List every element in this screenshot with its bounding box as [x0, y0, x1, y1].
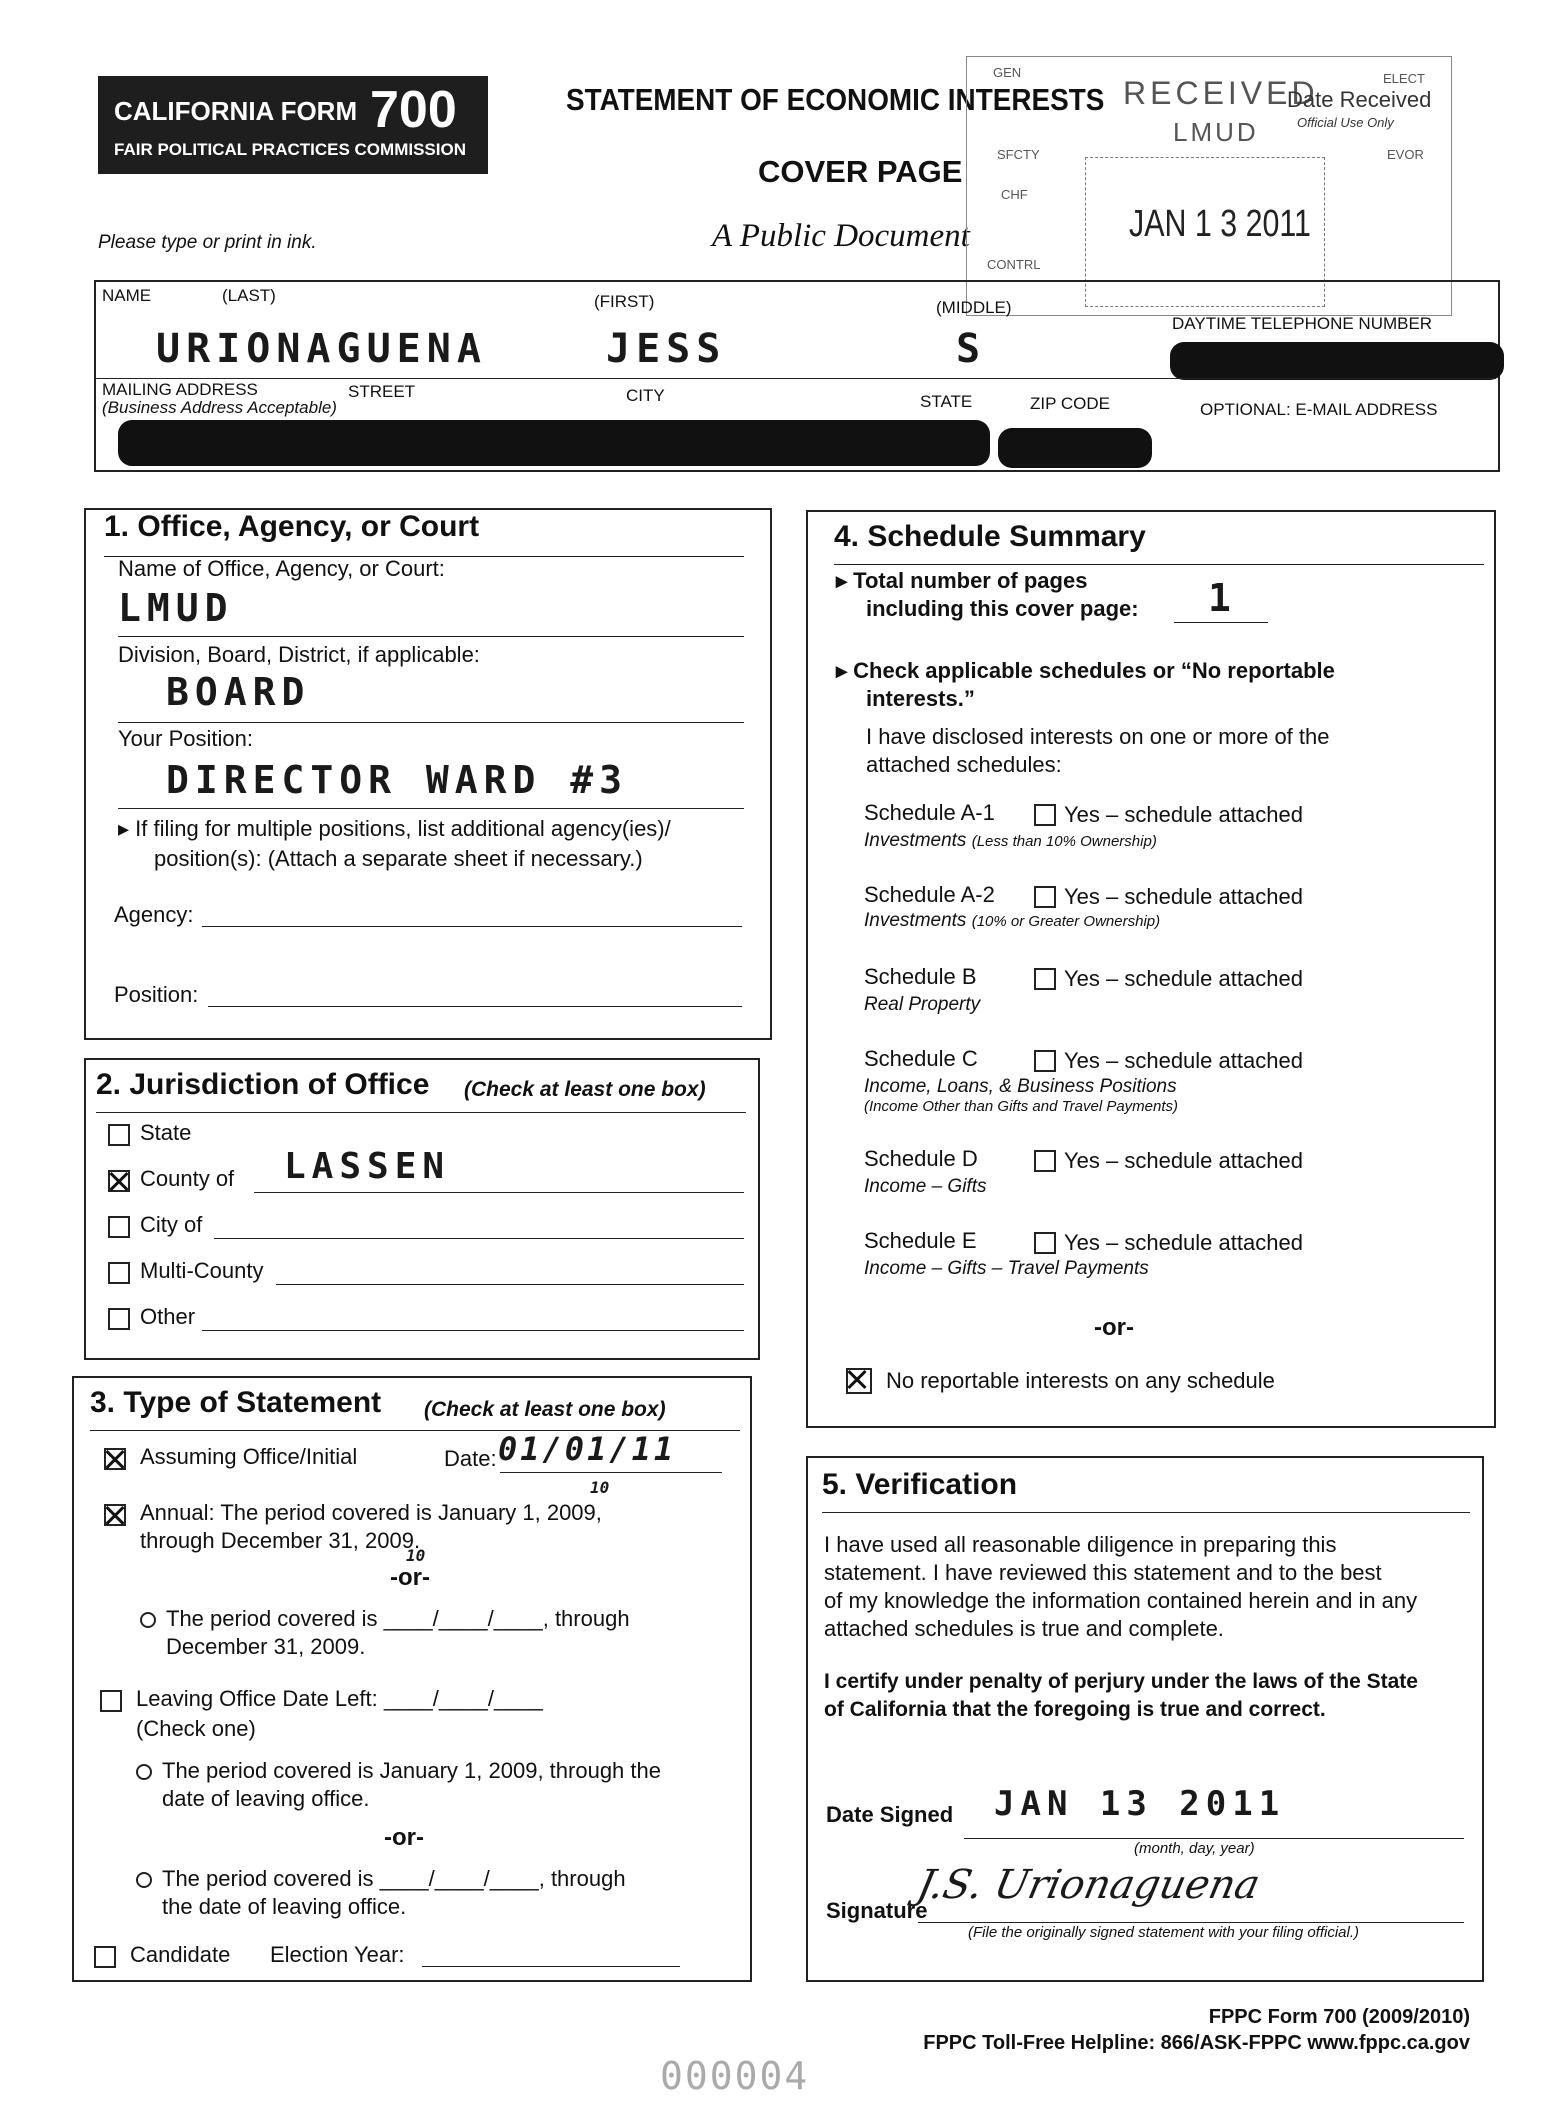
- multi-position-note: ▸ If filing for multiple positions, list additional agency(ies)/: [118, 816, 671, 841]
- disclosed-line2: attached schedules:: [866, 752, 1062, 777]
- section5-title-rule: [822, 1512, 1470, 1513]
- schedule-desc: [864, 910, 1160, 932]
- schedule-yes-label: Yes – schedule attached: [1064, 1048, 1303, 1073]
- schedule-yes-label: Yes – schedule attached: [1064, 1148, 1303, 1173]
- schedule-b-checkbox[interactable]: [1034, 968, 1056, 990]
- pages-value: 1: [1208, 576, 1237, 620]
- zip-redaction: [998, 428, 1152, 468]
- agency-label: Agency:: [114, 902, 194, 927]
- state-label: STATE: [920, 392, 973, 411]
- footer-form-number: FPPC Form 700 (2009/2010): [1208, 2006, 1470, 2028]
- stamp-tag-elect: ELECT: [1383, 71, 1425, 86]
- multi-county-label: Multi-County: [140, 1258, 264, 1283]
- schedule-yes-label: Yes – schedule attached: [1064, 802, 1303, 827]
- section2-title-rule: [96, 1112, 746, 1113]
- phone-label: DAYTIME TELEPHONE NUMBER: [1172, 314, 1433, 333]
- section2-title: 2. Jurisdiction of Office: [96, 1068, 430, 1101]
- office-name-value: LMUD: [118, 586, 234, 630]
- section2-hint: (Check at least one box): [464, 1078, 706, 1101]
- or-divider-1: -or-: [390, 1564, 430, 1591]
- multi-county-line[interactable]: [276, 1284, 744, 1285]
- verification-p2-line2: of California that the foregoing is true and correct.: [824, 1698, 1326, 1721]
- signature-line: [918, 1922, 1464, 1923]
- schedule-note: (10% or Greater Ownership): [971, 913, 1161, 930]
- email-label: OPTIONAL: E-MAIL ADDRESS: [1200, 400, 1438, 419]
- pages-label-text: Total number of pages: [853, 568, 1088, 593]
- date-signed-line: [964, 1838, 1464, 1839]
- other-label: Other: [140, 1304, 196, 1329]
- schedule-desc: Income – Gifts – Travel Payments: [864, 1258, 1149, 1279]
- last-name-value: URIONAGUENA: [156, 326, 487, 372]
- leaving-a-line2: date of leaving office.: [162, 1786, 370, 1811]
- county-line: [254, 1192, 744, 1193]
- check-schedules-text: Check applicable schedules or “No reportable: [853, 658, 1335, 683]
- schedule-name: Schedule A-2: [864, 882, 995, 907]
- zip-label: ZIP CODE: [1030, 394, 1110, 413]
- received-text: RECEIVED: [1123, 75, 1319, 111]
- schedule-e-checkbox[interactable]: [1034, 1232, 1056, 1254]
- schedule-name: Schedule D: [864, 1146, 978, 1171]
- other-line[interactable]: [202, 1330, 744, 1331]
- position-label: Your Position:: [118, 726, 253, 751]
- county-value: LASSEN: [284, 1146, 451, 1187]
- form-badge: [98, 76, 488, 174]
- city-label: CITY: [626, 386, 665, 405]
- multi-position-note-text: If filing for multiple positions, list additional agency(ies)/: [135, 816, 671, 841]
- candidate-checkbox[interactable]: [94, 1946, 116, 1968]
- form-badge-number: 700: [370, 81, 457, 139]
- instruction-text: Please type or print in ink.: [98, 232, 317, 253]
- date-signed-label: Date Signed: [826, 1802, 954, 1827]
- schedule-desc: Income – Gifts: [864, 1176, 987, 1197]
- verification-p1-line3: of my knowledge the information contained herein and in any: [824, 1588, 1418, 1613]
- schedule-note: (Less than 10% Ownership): [971, 833, 1157, 850]
- section-jurisdiction: [84, 1058, 760, 1360]
- leaving-b-line1: The period covered is ____/____/____, through: [162, 1866, 626, 1891]
- city-label: City of: [140, 1212, 203, 1237]
- schedule-a1-checkbox[interactable]: [1034, 804, 1056, 826]
- leaving-radio-a[interactable]: [136, 1764, 152, 1780]
- phone-redaction: [1170, 342, 1504, 380]
- period-line1: The period covered is ____/____/____, through: [166, 1606, 630, 1631]
- last-name-label: (LAST): [222, 286, 276, 305]
- annual-correction-year: 10: [590, 1478, 610, 1497]
- section-verification: [806, 1456, 1484, 1982]
- schedule-desc-text: Investments: [864, 910, 967, 931]
- section1-title: 1. Office, Agency, or Court: [104, 510, 480, 543]
- state-checkbox[interactable]: [108, 1124, 130, 1146]
- stamp-date: JAN 1 3 2011: [1129, 203, 1311, 245]
- office-name-line: [118, 636, 744, 637]
- stamp-tag-chf: CHF: [1001, 187, 1028, 202]
- footer-helpline: FPPC Toll-Free Helpline: 866/ASK-FPPC www.fppc.ca.gov: [923, 2032, 1470, 2054]
- section-office-agency: [84, 508, 772, 1040]
- verification-p1-line1: I have used all reasonable diligence in preparing this: [824, 1532, 1337, 1557]
- pages-label: ▸ Total number of pages: [836, 568, 1088, 593]
- leaving-radio-b[interactable]: [136, 1872, 152, 1888]
- election-year-line[interactable]: [422, 1966, 680, 1967]
- county-checkbox[interactable]: [108, 1170, 130, 1192]
- division-label: Division, Board, District, if applicable:: [118, 642, 480, 667]
- signature-hint: (File the originally signed statement with your filing official.): [968, 1924, 1360, 1941]
- office-name-label: Name of Office, Agency, or Court:: [118, 556, 445, 581]
- candidate-label: Candidate: [130, 1942, 231, 1967]
- name-block: [94, 280, 1500, 472]
- leaving-b-line2: the date of leaving office.: [162, 1894, 407, 1919]
- schedule-desc-text: Investments: [864, 830, 967, 851]
- signature-label: Signature: [826, 1898, 928, 1923]
- verification-p1-line4: attached schedules is true and complete.: [824, 1616, 1224, 1641]
- section-schedule-summary: [806, 510, 1496, 1428]
- pages-line: [1174, 622, 1268, 623]
- stamp-tag-evor: EVOR: [1387, 147, 1424, 162]
- city-line[interactable]: [214, 1238, 744, 1239]
- stamp-tag-sfcty: SFCTY: [997, 147, 1040, 162]
- name-label: NAME: [102, 286, 152, 305]
- schedule-desc: Real Property: [864, 994, 981, 1015]
- section3-title: 3. Type of Statement: [90, 1386, 382, 1419]
- no-reportable-checkbox[interactable]: [846, 1368, 872, 1394]
- stamp-tag-gen: GEN: [993, 65, 1022, 80]
- annual-correction-year-2: 10: [406, 1546, 426, 1565]
- position2-label: Position:: [114, 982, 199, 1007]
- schedule-desc: [864, 830, 1157, 852]
- stamp-tag-contrl: CONTRL: [987, 257, 1041, 272]
- annual-line2: through December 31, 2009.: [140, 1528, 421, 1553]
- division-line: [118, 722, 744, 723]
- schedule-name: Schedule A-1: [864, 800, 995, 825]
- or-divider-2: -or-: [384, 1824, 424, 1851]
- leaving-office-checkbox[interactable]: [100, 1690, 122, 1712]
- signature-value: J.S. Urionaguena: [913, 1862, 1264, 1908]
- pages-label-2: including this cover page:: [866, 596, 1139, 621]
- official-use-label: Official Use Only: [1297, 115, 1394, 130]
- schedule-name: Schedule C: [864, 1046, 978, 1071]
- page-number: 000004: [660, 2054, 810, 2098]
- state-label: State: [140, 1120, 192, 1145]
- schedule-a2-checkbox[interactable]: [1034, 886, 1056, 908]
- form-badge-line2: FAIR POLITICAL PRACTICES COMMISSION: [114, 140, 466, 159]
- section3-hint: (Check at least one box): [424, 1398, 666, 1421]
- first-name-label: (FIRST): [594, 292, 655, 311]
- section-type-of-statement: [72, 1376, 752, 1982]
- schedule-c-checkbox[interactable]: [1034, 1050, 1056, 1072]
- schedule-name: Schedule B: [864, 964, 977, 989]
- position2-line[interactable]: [208, 1006, 742, 1007]
- schedule-desc: Income, Loans, & Business Positions: [864, 1076, 1177, 1097]
- check-schedules-label-2: interests.”: [866, 686, 975, 711]
- schedule-or-divider: -or-: [1094, 1314, 1134, 1341]
- leaving-a-line1: The period covered is January 1, 2009, through the: [162, 1758, 661, 1783]
- section4-title-rule: [834, 564, 1484, 565]
- schedule-d-checkbox[interactable]: [1034, 1150, 1056, 1172]
- first-name-value: JESS: [606, 326, 727, 372]
- disclosed-line1: I have disclosed interests on one or more of the: [866, 724, 1330, 749]
- schedule-note: (Income Other than Gifts and Travel Payments): [864, 1098, 1179, 1115]
- position-value: DIRECTOR WARD #3: [166, 758, 629, 802]
- annual-line1: Annual: The period covered is January 1, 2009,: [140, 1500, 602, 1525]
- multi-position-note-2: position(s): (Attach a separate sheet if necessary.): [154, 846, 643, 871]
- address-redaction: [118, 420, 990, 466]
- schedule-yes-label: Yes – schedule attached: [1064, 966, 1303, 991]
- assuming-date-line: [500, 1472, 722, 1473]
- page-title: STATEMENT OF ECONOMIC INTERESTS: [566, 82, 1105, 117]
- verification-p1-line2: statement. I have reviewed this statement and to the best: [824, 1560, 1382, 1585]
- multi-county-checkbox[interactable]: [108, 1262, 130, 1284]
- form-badge-line1: CALIFORNIA FORM: [114, 96, 358, 126]
- period-radio-1[interactable]: [140, 1612, 156, 1628]
- name-row-divider: [96, 378, 1496, 379]
- position-line: [118, 808, 744, 809]
- schedule-yes-label: Yes – schedule attached: [1064, 1230, 1303, 1255]
- check-schedules-label: ▸ Check applicable schedules or “No reportable: [836, 658, 1335, 683]
- received-stamp: [966, 56, 1452, 316]
- division-value: BOARD: [166, 670, 311, 714]
- stamp-agency: LMUD: [1173, 117, 1259, 147]
- date-received-label: Date Received: [1287, 87, 1432, 112]
- election-year-label: Election Year:: [270, 1942, 405, 1967]
- middle-initial-value: S: [956, 326, 987, 372]
- agency-line[interactable]: [202, 926, 742, 927]
- assuming-date-label: Date:: [444, 1446, 497, 1471]
- schedule-yes-label: Yes – schedule attached: [1064, 884, 1303, 909]
- section5-title: 5. Verification: [822, 1468, 1018, 1501]
- period-line1b: December 31, 2009.: [166, 1634, 366, 1659]
- public-document-heading: A Public Document: [712, 218, 970, 254]
- verification-p2-line1: I certify under penalty of perjury under the laws of the State: [824, 1670, 1418, 1693]
- no-reportable-label: No reportable interests on any schedule: [886, 1368, 1275, 1393]
- mailing-address-label: MAILING ADDRESS: [102, 380, 258, 399]
- business-address-note: (Business Address Acceptable): [102, 398, 337, 417]
- city-checkbox[interactable]: [108, 1216, 130, 1238]
- date-signed-value: JAN 13 2011: [994, 1784, 1286, 1824]
- cover-page-heading: COVER PAGE: [758, 154, 963, 189]
- section4-title: 4. Schedule Summary: [834, 520, 1146, 553]
- other-checkbox[interactable]: [108, 1308, 130, 1330]
- assuming-office-checkbox[interactable]: [104, 1448, 126, 1470]
- schedule-name: Schedule E: [864, 1228, 977, 1253]
- annual-checkbox[interactable]: [104, 1504, 126, 1526]
- assuming-office-label: Assuming Office/Initial: [140, 1444, 358, 1469]
- county-label: County of: [140, 1166, 235, 1191]
- check-one-label: (Check one): [136, 1716, 256, 1741]
- street-label: STREET: [348, 382, 416, 401]
- assuming-date-value: 01/01/11: [498, 1430, 677, 1468]
- middle-name-label: (MIDDLE): [936, 298, 1012, 317]
- date-signed-hint: (month, day, year): [1134, 1840, 1255, 1857]
- leaving-office-label: Leaving Office Date Left: ____/____/____: [136, 1686, 543, 1711]
